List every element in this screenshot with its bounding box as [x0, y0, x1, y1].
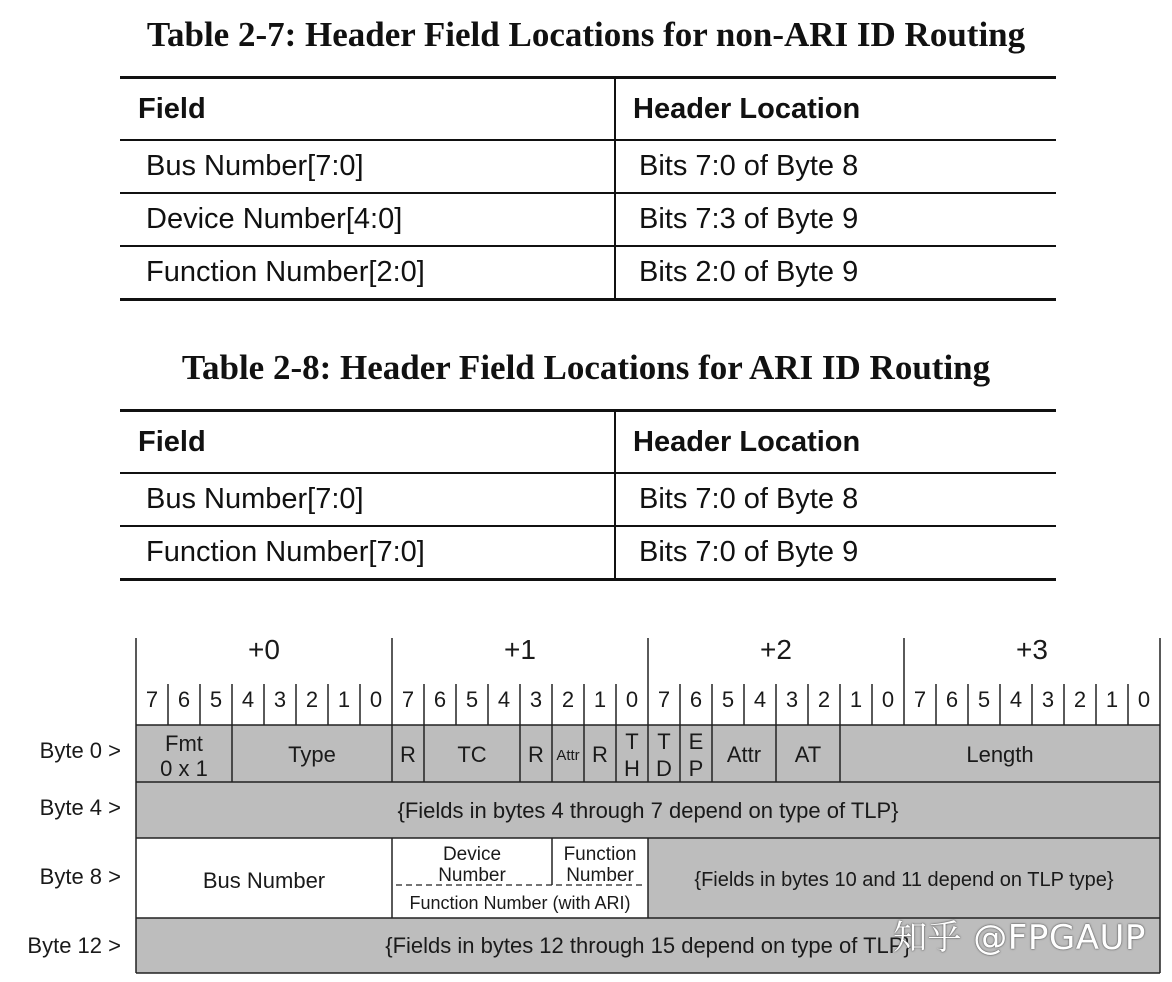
bit-label: 4	[241, 687, 255, 712]
field-cell: Function Number[2:0]	[120, 246, 615, 300]
table-row	[120, 246, 1056, 300]
row-label-byte-12: Byte 12 >	[27, 933, 121, 958]
type-field: Type	[288, 742, 336, 767]
byte-offset-2: +2	[760, 634, 792, 665]
bit-label: 4	[753, 687, 767, 712]
attr-bit-field: Attr	[556, 747, 580, 764]
th-field-h: H	[624, 756, 640, 781]
byte-offset-0: +0	[248, 634, 280, 665]
bit-label: 1	[593, 687, 607, 712]
th-field-t: T	[625, 729, 639, 754]
at-field: AT	[794, 742, 822, 767]
table-row	[120, 140, 1056, 193]
table-row	[120, 526, 1056, 580]
table-header-row	[120, 411, 1056, 474]
field-cell: Bus Number[7:0]	[120, 473, 615, 526]
row-labels	[27, 738, 121, 958]
table-2-8-caption: Table 2-8: Header Field Locations for ARI ID Routing	[181, 348, 991, 387]
bit-label: 5	[465, 687, 479, 712]
bit-label: 4	[497, 687, 511, 712]
bytes-10-11-note: {Fields in bytes 10 and 11 depend on TLP type}	[694, 869, 1114, 891]
table-2-7-caption: Table 2-7: Header Field Locations for non-ARI ID Routing	[146, 15, 1026, 54]
td-field-d: D	[656, 756, 672, 781]
bit-label: 0	[881, 687, 895, 712]
location-cell: Bits 7:0 of Byte 8	[615, 473, 1056, 526]
bit-label: 2	[817, 687, 831, 712]
watermark: 知乎 @FPGAUP	[893, 918, 1146, 958]
column-header-field: Field	[120, 411, 615, 474]
bit-label: 7	[401, 687, 415, 712]
bit-label: 2	[1073, 687, 1087, 712]
bit-label: 7	[913, 687, 927, 712]
byte-offset-1: +1	[504, 634, 536, 665]
function-number-line2: Number	[566, 865, 634, 886]
bit-label: 1	[1105, 687, 1119, 712]
bit-label: 0	[625, 687, 639, 712]
field-cell: Bus Number[7:0]	[120, 140, 615, 193]
fmt-field: Fmt	[165, 731, 203, 756]
row-label-byte-0: Byte 0 >	[39, 738, 121, 763]
bit-label: 0	[1137, 687, 1151, 712]
column-header-field: Field	[120, 78, 615, 141]
location-cell: Bits 7:0 of Byte 8	[615, 140, 1056, 193]
field-cell: Device Number[4:0]	[120, 193, 615, 246]
device-number-line1: Device	[442, 844, 502, 865]
function-number-line1: Function	[563, 844, 637, 865]
bit-label: 5	[977, 687, 991, 712]
bit-label: 7	[657, 687, 671, 712]
field-cell: Function Number[7:0]	[120, 526, 615, 580]
bit-label: 2	[561, 687, 575, 712]
bytes-4-7-note: {Fields in bytes 4 through 7 depend on type of TLP}	[397, 798, 899, 823]
ep-field-p: P	[688, 756, 704, 781]
column-header-location: Header Location	[615, 411, 1056, 474]
attr-field: Attr	[726, 742, 762, 767]
row-label-byte-8: Byte 8 >	[39, 864, 121, 889]
bit-label: 4	[1009, 687, 1023, 712]
table-row	[120, 473, 1056, 526]
byte-offset-3: +3	[1016, 634, 1048, 665]
bit-label: 6	[945, 687, 959, 712]
tc-field: TC	[457, 742, 487, 767]
bus-number-field: Bus Number	[202, 868, 326, 893]
function-number-ari: Function Number (with ARI)	[409, 893, 631, 913]
bit-label: 3	[529, 687, 543, 712]
device-number-line2: Number	[438, 865, 506, 886]
table-row	[120, 193, 1056, 246]
location-cell: Bits 7:3 of Byte 9	[615, 193, 1056, 246]
ep-field-e: E	[688, 729, 704, 754]
bit-label: 0	[369, 687, 383, 712]
fmt-bits: 0 x 1	[160, 756, 208, 781]
bit-label: 2	[305, 687, 319, 712]
row-label-byte-4: Byte 4 >	[39, 795, 121, 820]
column-header-location: Header Location	[615, 78, 1056, 141]
bit-label: 3	[273, 687, 287, 712]
table-2-7	[120, 76, 1056, 301]
table-header-row	[120, 78, 1056, 141]
table-2-8	[120, 409, 1056, 581]
bit-label: 1	[849, 687, 863, 712]
bit-label: 6	[433, 687, 447, 712]
bit-label: 5	[721, 687, 735, 712]
reserved-field: R	[400, 742, 416, 767]
length-field: Length	[966, 742, 1034, 767]
td-field-t: T	[657, 729, 671, 754]
bytes-12-15-note: {Fields in bytes 12 through 15 depend on type of TLP}	[385, 933, 911, 958]
bit-label: 7	[145, 687, 159, 712]
bit-label: 6	[177, 687, 191, 712]
reserved-field: R	[528, 742, 544, 767]
bit-label: 5	[209, 687, 223, 712]
bit-label: 3	[1041, 687, 1055, 712]
location-cell: Bits 7:0 of Byte 9	[615, 526, 1056, 580]
bit-label: 1	[337, 687, 351, 712]
reserved-field: R	[592, 742, 608, 767]
bit-label: 6	[689, 687, 703, 712]
location-cell: Bits 2:0 of Byte 9	[615, 246, 1056, 300]
bit-label: 3	[785, 687, 799, 712]
